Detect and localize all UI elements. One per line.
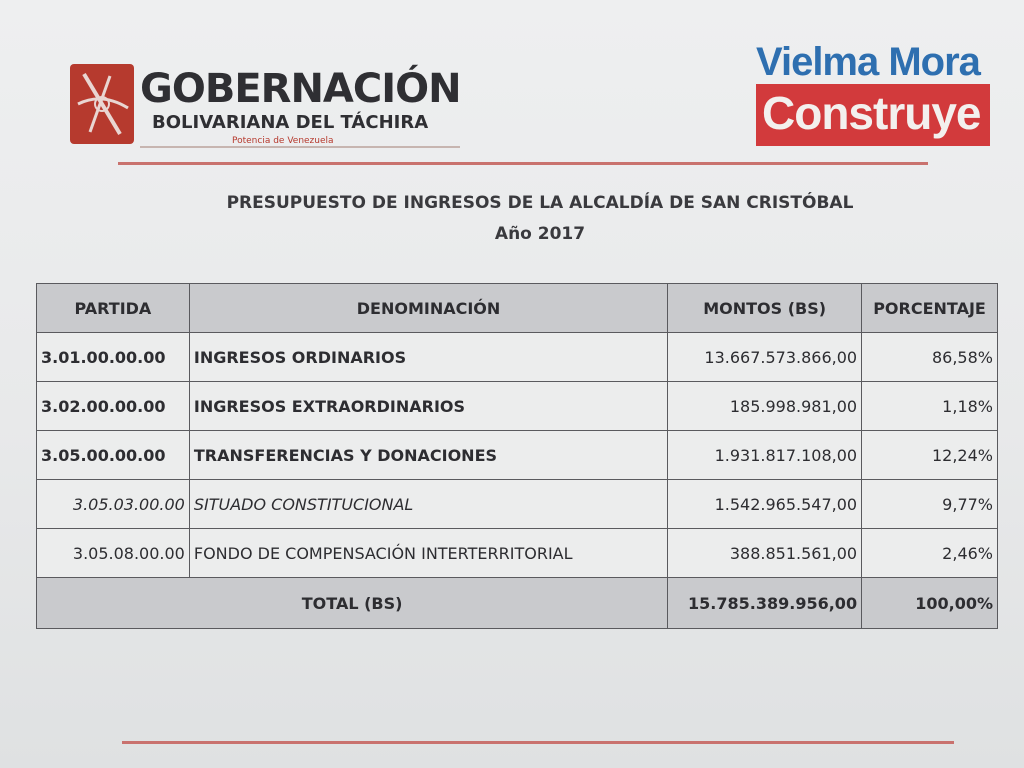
- table-row: [37, 333, 998, 382]
- footer-rule: [122, 741, 954, 744]
- torch-emblem-icon: [70, 64, 134, 144]
- partida-cell: 3.01.00.00.00: [37, 333, 190, 382]
- header-partida: PARTIDA: [37, 284, 190, 333]
- gobernacion-subtitle: BOLIVARIANA DEL TÁCHIRA: [152, 112, 429, 133]
- total-monto: 15.785.389.956,00: [668, 578, 862, 629]
- partida-cell: 3.05.08.00.00: [37, 529, 190, 578]
- monto-cell: 1.542.965.547,00: [668, 480, 862, 529]
- table-row: [37, 431, 998, 480]
- header-porcentaje: PORCENTAJE: [862, 284, 998, 333]
- header-rule: [118, 162, 928, 165]
- header-montos: MONTOS (BS): [668, 284, 862, 333]
- denominacion-cell: INGRESOS EXTRAORDINARIOS: [189, 382, 667, 431]
- table-row: [37, 480, 998, 529]
- gobernacion-logo: [70, 48, 470, 152]
- porcentaje-cell: 1,18%: [862, 382, 998, 431]
- table-row: [37, 382, 998, 431]
- monto-cell: 13.667.573.866,00: [668, 333, 862, 382]
- gobernacion-tagline: Potencia de Venezuela: [232, 136, 334, 146]
- denominacion-cell: INGRESOS ORDINARIOS: [189, 333, 667, 382]
- logo-divider: [140, 146, 460, 148]
- slogan-name: Vielma Mora: [756, 40, 980, 84]
- table-total-row: [37, 578, 998, 629]
- denominacion-cell: SITUADO CONSTITUCIONAL: [189, 480, 667, 529]
- table-row: [37, 529, 998, 578]
- partida-cell: 3.05.00.00.00: [37, 431, 190, 480]
- gobernacion-title: GOBERNACIÓN: [140, 66, 461, 112]
- total-porcentaje: 100,00%: [862, 578, 998, 629]
- document-title: PRESUPUESTO DE INGRESOS DE LA ALCALDÍA DE SAN CRISTÓBAL: [226, 193, 854, 213]
- monto-cell: 185.998.981,00: [668, 382, 862, 431]
- header-denominacion: DENOMINACIÓN: [189, 284, 667, 333]
- total-label: TOTAL (BS): [37, 578, 668, 629]
- denominacion-cell: TRANSFERENCIAS Y DONACIONES: [189, 431, 667, 480]
- slogan-verb: Construye: [762, 87, 981, 139]
- budget-table: [36, 283, 998, 629]
- table-header-row: [37, 284, 998, 333]
- porcentaje-cell: 12,24%: [862, 431, 998, 480]
- monto-cell: 388.851.561,00: [668, 529, 862, 578]
- partida-cell: 3.02.00.00.00: [37, 382, 190, 431]
- porcentaje-cell: 2,46%: [862, 529, 998, 578]
- porcentaje-cell: 9,77%: [862, 480, 998, 529]
- partida-cell: 3.05.03.00.00: [37, 480, 190, 529]
- slogan-logo: [754, 40, 994, 150]
- monto-cell: 1.931.817.108,00: [668, 431, 862, 480]
- denominacion-cell: FONDO DE COMPENSACIÓN INTERTERRITORIAL: [189, 529, 667, 578]
- document-year: Año 2017: [494, 224, 586, 244]
- porcentaje-cell: 86,58%: [862, 333, 998, 382]
